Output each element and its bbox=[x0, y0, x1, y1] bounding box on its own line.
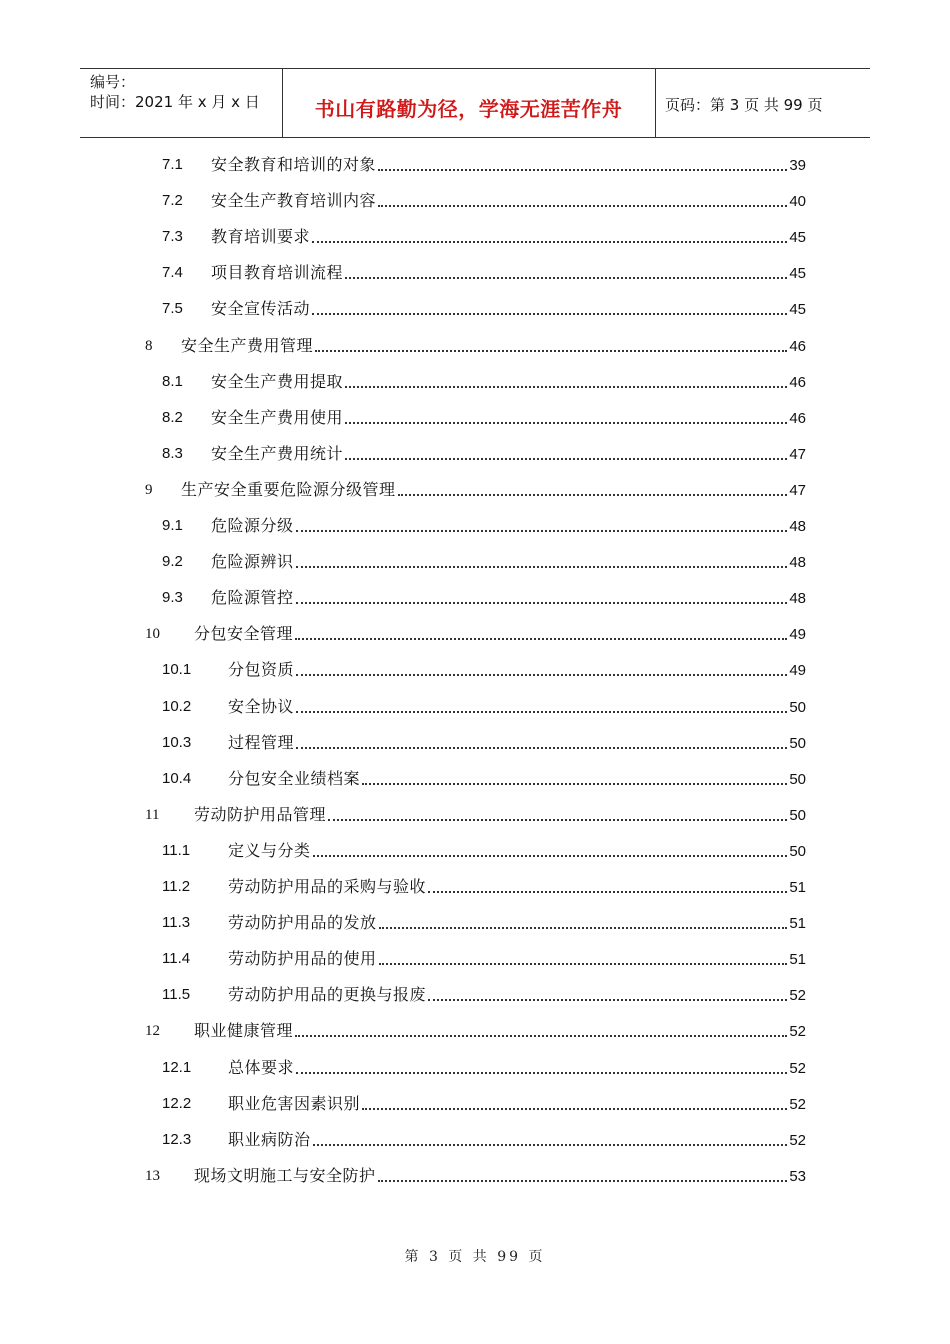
toc-entry-line bbox=[211, 441, 806, 468]
toc-entry-title[interactable]: 安全协议 bbox=[228, 696, 295, 716]
toc-entry-title[interactable]: 安全生产费用使用 bbox=[211, 407, 344, 427]
toc-entry-line bbox=[211, 224, 806, 251]
toc-entry-line bbox=[194, 802, 806, 829]
toc-entry[interactable] bbox=[0, 874, 950, 900]
toc-entry-page: 49 bbox=[789, 626, 806, 644]
toc-entry-line bbox=[228, 946, 806, 973]
toc-entry-page: 52 bbox=[789, 1023, 806, 1041]
toc-entry-number: 11.3 bbox=[162, 914, 191, 932]
toc-dot-leader bbox=[398, 493, 788, 496]
toc-dot-leader bbox=[295, 637, 787, 640]
toc-dot-leader bbox=[378, 1179, 788, 1182]
toc-entry[interactable] bbox=[0, 1018, 950, 1044]
toc-entry-page: 45 bbox=[789, 301, 806, 319]
toc-entry-number: 11 bbox=[145, 806, 160, 823]
toc-dot-leader bbox=[312, 240, 787, 243]
toc-entry-line bbox=[211, 549, 806, 576]
header-motto: 书山有路勤为径，学海无涯苦作舟 bbox=[314, 97, 623, 121]
toc-entry-line bbox=[211, 585, 806, 612]
toc-entry-line bbox=[194, 1018, 806, 1045]
toc-entry-page: 50 bbox=[789, 734, 806, 752]
toc-entry-line bbox=[181, 333, 806, 360]
toc-dot-leader bbox=[345, 276, 787, 279]
toc-entry-number: 7.4 bbox=[162, 264, 183, 282]
toc-entry-number: 10.3 bbox=[162, 733, 192, 751]
toc-entry-page: 39 bbox=[789, 157, 806, 174]
toc-entry-page: 48 bbox=[789, 590, 806, 608]
toc-entry-title[interactable]: 劳动防护用品管理 bbox=[194, 804, 327, 824]
toc-entry-page: 51 bbox=[789, 915, 806, 933]
toc-entry-number: 13 bbox=[145, 1167, 160, 1184]
toc-entry-number: 10.1 bbox=[162, 661, 192, 679]
toc-entry-title[interactable]: 职业健康管理 bbox=[194, 1021, 294, 1041]
toc-entry-number: 12.2 bbox=[162, 1094, 192, 1112]
toc-dot-leader bbox=[312, 312, 787, 315]
toc-entry-title[interactable]: 职业危害因素识别 bbox=[228, 1093, 361, 1113]
toc-entry-number: 8.2 bbox=[162, 408, 183, 426]
toc-entry-number: 8.3 bbox=[162, 444, 183, 462]
toc-entry-title[interactable]: 分包安全业绩档案 bbox=[228, 768, 361, 788]
toc-entry-number: 9 bbox=[145, 481, 153, 498]
toc-dot-leader bbox=[362, 782, 787, 785]
toc-entry-line bbox=[228, 1055, 806, 1082]
toc-entry-line bbox=[211, 513, 806, 540]
toc-entry-title[interactable]: 危险源分级 bbox=[211, 516, 294, 535]
toc-entry-title[interactable]: 分包安全管理 bbox=[194, 624, 294, 644]
page-footer: 第 3 页 共 99 页 bbox=[404, 1249, 546, 1265]
toc-entry-title[interactable]: 项目教育培训流程 bbox=[211, 263, 344, 283]
toc-entry-page: 50 bbox=[789, 806, 806, 824]
toc-dot-leader bbox=[379, 926, 788, 929]
toc-entry-page: 49 bbox=[789, 662, 806, 680]
toc-entry-number: 7.5 bbox=[162, 300, 183, 318]
toc-entry[interactable] bbox=[0, 982, 950, 1008]
toc-entry-title[interactable]: 现场文明施工与安全防护 bbox=[194, 1165, 376, 1185]
toc-dot-leader bbox=[296, 710, 787, 713]
toc-entry-line bbox=[211, 188, 806, 215]
toc-entry-page: 50 bbox=[789, 698, 806, 716]
toc-entry-line bbox=[211, 296, 806, 323]
toc-entry-title[interactable]: 安全生产教育培训内容 bbox=[211, 191, 377, 211]
header-page-cell bbox=[655, 69, 870, 137]
toc-entry-page: 53 bbox=[789, 1167, 806, 1185]
toc-entry-number: 9.2 bbox=[162, 553, 183, 571]
toc-entry[interactable] bbox=[0, 1163, 950, 1189]
toc-dot-leader bbox=[345, 421, 787, 424]
toc-entry[interactable] bbox=[0, 730, 950, 756]
toc-entry-line bbox=[211, 405, 806, 432]
toc-entry-number: 8.1 bbox=[162, 372, 183, 390]
toc-entry-page: 52 bbox=[789, 1095, 806, 1113]
toc-dot-leader bbox=[362, 1107, 787, 1110]
toc-entry-title[interactable]: 安全教育和培训的对象 bbox=[211, 155, 377, 174]
toc-dot-leader bbox=[313, 1143, 788, 1146]
toc-entry-number: 12.3 bbox=[162, 1130, 192, 1148]
toc-entry-page: 48 bbox=[789, 518, 806, 535]
toc-entry-line bbox=[211, 369, 806, 396]
toc-dot-leader bbox=[428, 890, 787, 893]
toc-entry-number: 7.1 bbox=[162, 156, 183, 173]
toc-entry[interactable] bbox=[0, 224, 950, 250]
toc-entry-line bbox=[228, 874, 806, 901]
toc-entry-page: 50 bbox=[789, 842, 806, 860]
toc-entry-number: 8 bbox=[145, 337, 153, 354]
toc-entry-line bbox=[228, 657, 806, 684]
toc-entry-line bbox=[194, 1163, 806, 1190]
toc-entry-line bbox=[194, 621, 806, 648]
toc-dot-leader bbox=[313, 854, 788, 857]
toc-entry-line bbox=[228, 730, 806, 757]
toc-entry-title[interactable]: 劳动防护用品的使用 bbox=[228, 949, 377, 969]
toc-entry-page: 46 bbox=[789, 337, 806, 355]
toc-dot-leader bbox=[328, 818, 787, 821]
toc-entry-page: 52 bbox=[789, 1131, 806, 1149]
toc-entry[interactable] bbox=[0, 1091, 950, 1117]
toc-entry[interactable] bbox=[0, 333, 950, 359]
header-page-info: 页码：第 3 页 共 99 页 bbox=[665, 96, 823, 114]
toc-entry-title[interactable]: 总体要求 bbox=[228, 1057, 295, 1077]
toc-dot-leader bbox=[296, 746, 787, 749]
toc-entry-line bbox=[228, 910, 806, 937]
toc-entry[interactable] bbox=[0, 838, 950, 864]
toc-entry-page: 48 bbox=[789, 554, 806, 572]
toc-entry-line bbox=[228, 982, 806, 1009]
toc-entry[interactable] bbox=[0, 621, 950, 647]
toc-entry-line bbox=[211, 152, 806, 179]
toc-entry-page: 40 bbox=[789, 193, 806, 211]
toc-dot-leader bbox=[296, 673, 787, 676]
toc-entry-page: 47 bbox=[789, 445, 806, 463]
toc-entry-title[interactable]: 劳动防护用品的更换与报废 bbox=[228, 985, 427, 1005]
toc-dot-leader bbox=[428, 998, 787, 1001]
toc-entry-number: 10 bbox=[145, 626, 160, 643]
toc-entry-title[interactable]: 过程管理 bbox=[228, 732, 295, 752]
toc-entry[interactable] bbox=[0, 441, 950, 467]
toc-entry-line bbox=[228, 1127, 806, 1154]
toc-entry-page: 46 bbox=[789, 373, 806, 391]
toc-entry[interactable] bbox=[0, 802, 950, 828]
toc-dot-leader bbox=[379, 962, 788, 965]
toc-entry-page: 45 bbox=[789, 265, 806, 283]
toc-dot-leader bbox=[345, 457, 787, 460]
toc-entry[interactable] bbox=[0, 946, 950, 972]
toc-entry[interactable] bbox=[0, 405, 950, 431]
toc-entry-number: 9.1 bbox=[162, 517, 183, 534]
toc-entry-number: 10.4 bbox=[162, 769, 192, 787]
page-header bbox=[80, 68, 870, 138]
toc-entry-number: 7.3 bbox=[162, 228, 183, 246]
toc-entry[interactable] bbox=[0, 260, 950, 286]
toc-entry[interactable] bbox=[0, 296, 950, 322]
toc-entry-title[interactable]: 职业病防治 bbox=[228, 1129, 311, 1149]
toc-entry-title[interactable]: 安全宣传活动 bbox=[211, 299, 311, 319]
toc-entry-title[interactable]: 定义与分类 bbox=[228, 840, 311, 860]
toc-entry-number: 11.1 bbox=[162, 841, 191, 859]
toc-entry[interactable] bbox=[0, 657, 950, 683]
toc-entry-line bbox=[181, 477, 806, 504]
header-meta-cell bbox=[80, 69, 283, 137]
toc-entry[interactable] bbox=[0, 694, 950, 720]
toc-entry-title[interactable]: 危险源辨识 bbox=[211, 552, 294, 572]
toc-entry[interactable] bbox=[0, 585, 950, 611]
toc-dot-leader bbox=[295, 1034, 787, 1037]
toc-entry-number: 12.1 bbox=[162, 1058, 192, 1076]
toc-dot-leader bbox=[315, 349, 787, 352]
toc-entry-line bbox=[228, 694, 806, 721]
toc-dot-leader bbox=[296, 601, 788, 604]
toc-dot-leader bbox=[296, 529, 788, 532]
toc-entry-number: 11.4 bbox=[162, 950, 191, 968]
toc-entry-number: 11.5 bbox=[162, 986, 191, 1004]
toc-entry[interactable] bbox=[0, 152, 950, 178]
toc-dot-leader bbox=[296, 1071, 787, 1074]
toc-entry-title[interactable]: 生产安全重要危险源分级管理 bbox=[181, 479, 396, 499]
toc-dot-leader bbox=[296, 565, 788, 568]
toc-entry[interactable] bbox=[0, 766, 950, 792]
toc-entry[interactable] bbox=[0, 188, 950, 214]
document-date-label: 时间：2021 年 x 月 x 日 bbox=[90, 93, 260, 111]
toc-entry[interactable] bbox=[0, 513, 950, 539]
toc-dot-leader bbox=[345, 385, 787, 388]
toc-entry-title[interactable]: 安全生产费用统计 bbox=[211, 443, 344, 463]
toc-entry-page: 51 bbox=[789, 951, 806, 969]
toc-entry-page: 52 bbox=[789, 1059, 806, 1077]
toc-entry-line bbox=[211, 260, 806, 287]
toc-entry-title[interactable]: 安全生产费用提取 bbox=[211, 371, 344, 391]
toc-entry-line bbox=[228, 766, 806, 793]
toc-entry-title[interactable]: 教育培训要求 bbox=[211, 227, 311, 247]
toc-entry-number: 10.2 bbox=[162, 697, 192, 715]
toc-entry-line bbox=[228, 1091, 806, 1118]
toc-dot-leader bbox=[378, 168, 787, 171]
header-motto-cell bbox=[282, 69, 656, 137]
document-number-label: 编号： bbox=[90, 73, 136, 91]
toc-entry[interactable] bbox=[0, 549, 950, 575]
toc-entry-title[interactable]: 劳动防护用品的发放 bbox=[228, 913, 377, 933]
toc-entry-title[interactable]: 分包资质 bbox=[228, 660, 295, 680]
toc-entry-number: 9.3 bbox=[162, 589, 183, 607]
toc-entry-title[interactable]: 危险源管控 bbox=[211, 588, 294, 608]
toc-entry-number: 11.2 bbox=[162, 878, 191, 895]
toc-entry-page: 52 bbox=[789, 987, 806, 1005]
toc-entry[interactable] bbox=[0, 477, 950, 503]
toc-entry-line bbox=[228, 838, 806, 865]
toc-entry-title[interactable]: 劳动防护用品的采购与验收 bbox=[228, 877, 427, 896]
toc-entry-title[interactable]: 安全生产费用管理 bbox=[181, 335, 314, 355]
toc-entry-number: 12 bbox=[145, 1023, 160, 1040]
toc-dot-leader bbox=[378, 204, 787, 207]
toc-entry-page: 45 bbox=[789, 229, 806, 247]
toc-entry-page: 50 bbox=[789, 770, 806, 788]
toc-entry[interactable] bbox=[0, 1127, 950, 1153]
toc-entry[interactable] bbox=[0, 1055, 950, 1081]
toc-entry-page: 51 bbox=[789, 879, 806, 896]
toc-entry-number: 7.2 bbox=[162, 192, 183, 210]
toc-entry[interactable] bbox=[0, 369, 950, 395]
toc-entry[interactable] bbox=[0, 910, 950, 936]
toc-entry-page: 47 bbox=[789, 481, 806, 499]
toc-entry-page: 46 bbox=[789, 409, 806, 427]
